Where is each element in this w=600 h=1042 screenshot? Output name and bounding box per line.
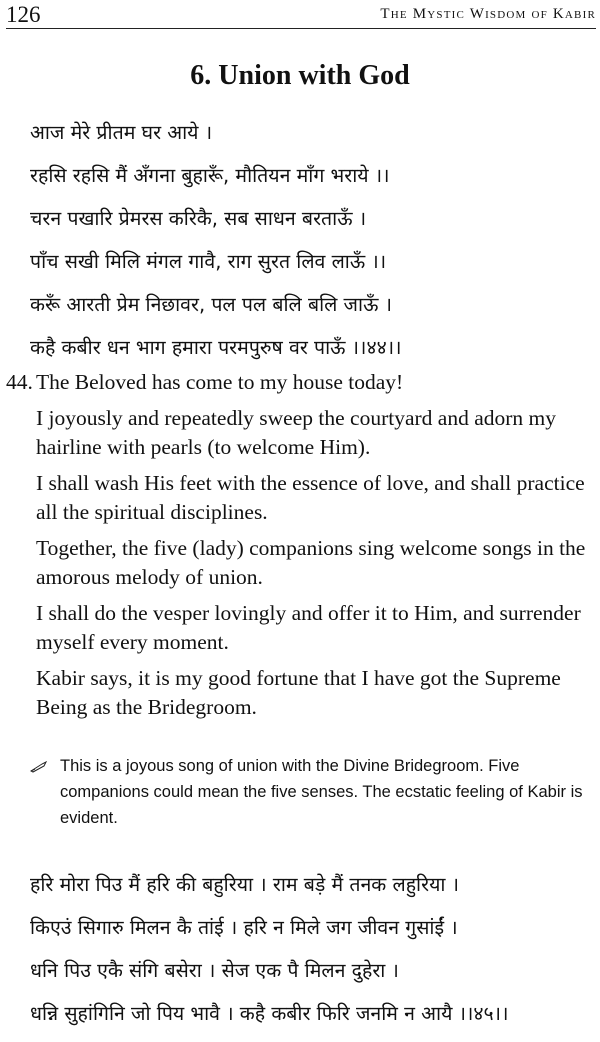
verse-number: 44. (6, 370, 33, 394)
verse-line: धनि पिउ एकै संगि बसेरा । सेज एक पै मिलन दुहेरा । (30, 959, 399, 982)
note-text: This is a joyous song of union with the Divine Bridegroom. Five companions could mean the five senses. The ecstatic feeling of Kabir is evident. (60, 757, 583, 827)
hindi-verses-44 (30, 118, 580, 376)
commentary-note (30, 753, 594, 831)
page-header (6, 2, 596, 29)
verse-line: हरि मोरा पिउ मैं हरि की बहुरिया । राम बड़े मैं तनक लहुरिया । (30, 873, 460, 896)
verse-line: आज मेरे प्रीतम घर आये । (30, 121, 213, 144)
verse-line: किएउं सिगारु मिलन कै तांई । हरि न मिले जग जीवन गुसांईं । (30, 916, 458, 939)
translation-paragraph: The Beloved has come to my house today! (36, 370, 404, 394)
translation-paragraph: I shall do the vesper lovingly and offer it to Him, and surrender myself every moment. (36, 601, 581, 654)
translation-paragraph: Together, the five (lady) companions sing welcome songs in the amorous melody of union. (36, 536, 586, 589)
translation-paragraph: Kabir says, it is my good fortune that I have got the Supreme Being as the Bridegroom. (36, 666, 561, 719)
hindi-verses-45 (30, 870, 580, 1042)
running-title: The Mystic Wisdom of Kabir (380, 6, 596, 22)
verse-line: पाँच सखी मिलि मंगल गावै, राग सुरत लिव लाऊँ ।। (30, 250, 387, 273)
verse-line: कहै कबीर धन भाग हमारा परमपुरुष वर पाऊँ ।।४४।। (30, 336, 402, 359)
translation-paragraph: I shall wash His feet with the essence of love, and shall practice all the spiritual disciplines. (36, 471, 585, 524)
pen-nib-icon (30, 753, 60, 831)
verse-line: रहसि रहसि मैं अँगना बुहारूँ, मौतियन माँग भराये ।। (30, 164, 390, 187)
page-number: 126 (6, 2, 41, 27)
verse-line: चरन पखारि प्रेमरस करिकै, सब साधन बरताऊँ । (30, 207, 367, 230)
translation-paragraph: I joyously and repeatedly sweep the courtyard and adorn my hairline with pearls (to welcome Him). (36, 406, 557, 459)
translation-44 (6, 368, 594, 722)
verse-line: धन्नि सुहांगिनि जो पिय भावै । कहै कबीर फिरि जनमि न आयै ।।४५।। (30, 1002, 509, 1025)
chapter-title: 6. Union with God (190, 60, 410, 91)
verse-line: करूँ आरती प्रेम निछावर, पल पल बलि बलि जाऊँ । (30, 293, 392, 316)
